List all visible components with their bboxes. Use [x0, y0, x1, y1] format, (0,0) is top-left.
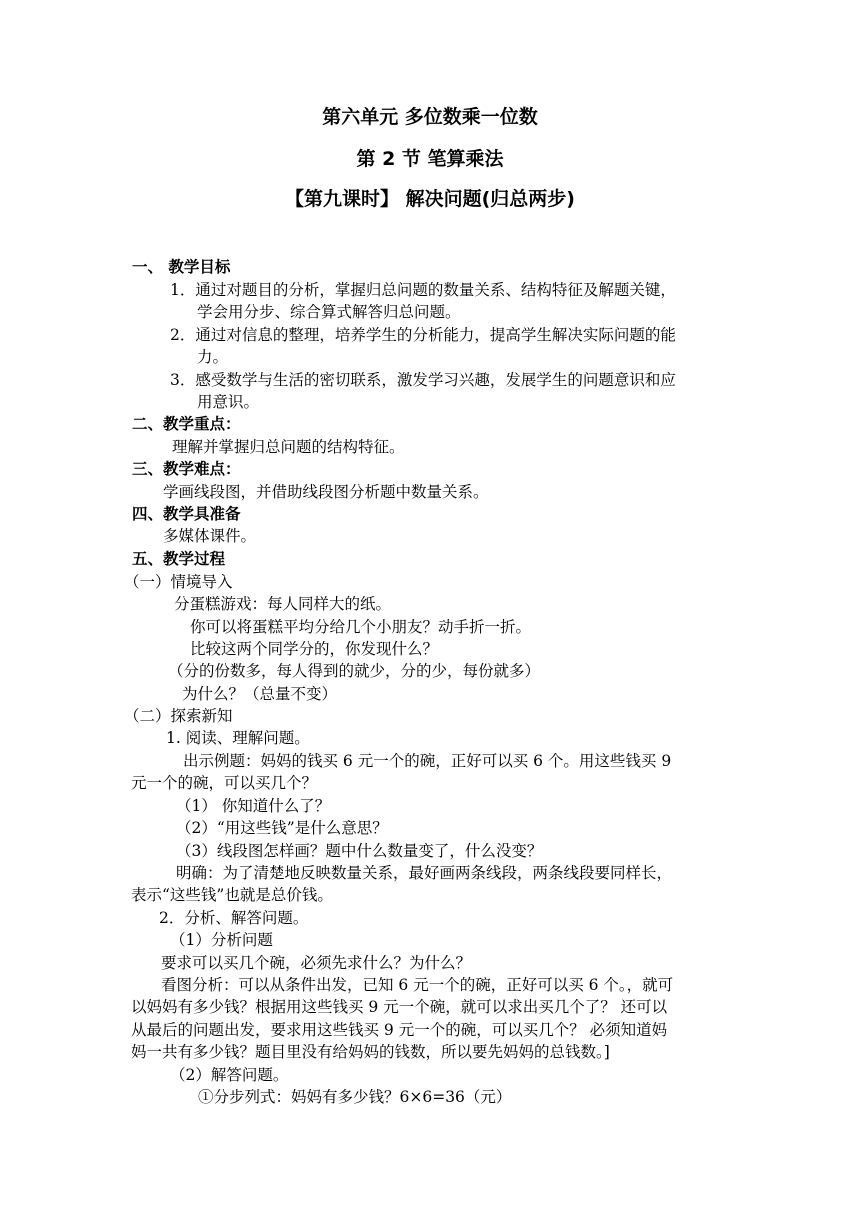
goals-heading: 一、 教学目标: [132, 258, 231, 276]
goal-item-1-cont: 学会用分步、综合算式解答归总问题。: [197, 303, 461, 321]
part1-line-5: 为什么？（总量不变）: [182, 685, 338, 703]
analysis-question: 要求可以买几个碗，必须先求什么？为什么？: [161, 954, 472, 972]
tools-text: 多媒体课件。: [163, 527, 257, 545]
question-3: （3）线段图怎样画？题中什么数量变了，什么没变？: [176, 842, 543, 860]
page-title-lesson: 【第九课时】 解决问题(归总两步): [285, 188, 575, 210]
example-line-1: 出示例题：妈妈的钱买 6 元一个的碗，正好可以买 6 个。用这些钱买 9: [183, 752, 672, 770]
analysis-line-4: 妈一共有多少钱？题目里没有给妈妈的钱数，所以要先妈妈的总钱数。]: [131, 1043, 610, 1061]
clarify-line-2: 表示“这些钱”也就是总价钱。: [131, 886, 333, 904]
part2-heading: （二）探索新知: [124, 707, 233, 725]
question-2: （2）“用这些钱”是什么意思？: [176, 819, 388, 837]
difficulty-heading: 三、教学难点：: [132, 460, 241, 478]
analysis-line-1: 看图分析：可以从条件出发，已知 6 元一个的碗，正好可以买 6 个。，就可: [161, 976, 674, 994]
goal-item-1: 1．通过对题目的分析，掌握归总问题的数量关系、结构特征及解题关键，: [170, 281, 676, 299]
part1-line-2: 你可以将蛋糕平均分给几个小朋友？动手折一折。: [190, 618, 532, 636]
clarify-line-1: 明确：为了清楚地反映数量关系，最好画两条线段，两条线段要同样长，: [176, 864, 673, 882]
part2-step-2: 2．分析、解答问题。: [159, 909, 309, 927]
answer-heading: （2）解答问题。: [170, 1066, 289, 1084]
page-title-section: 第 2 节 笔算乘法: [356, 148, 504, 170]
keypoint-heading: 二、教学重点：: [132, 415, 241, 433]
analysis-line-2: 以妈妈有多少钱？根据用这些钱买 9 元一个碗，就可以求出买几个了？ 还可以: [131, 998, 668, 1016]
analysis-line-3: 从最后的问题出发，要求用这些钱买 9 元一个的碗，可以买几个？ 必须知道妈: [131, 1021, 668, 1039]
goal-item-2-cont: 力。: [197, 348, 229, 366]
part1-line-4: （分的份数多，每人得到的就少，分的少，每份就多）: [168, 662, 541, 680]
goal-item-2: 2．通过对信息的整理，培养学生的分析能力，提高学生解决实际问题的能: [170, 326, 676, 344]
part1-line-1: 分蛋糕游戏：每人同样大的纸。: [174, 595, 392, 613]
tools-heading: 四、教学具准备: [132, 505, 241, 523]
page-title-unit: 第六单元 多位数乘一位数: [322, 106, 538, 128]
goal-item-3-cont: 用意识。: [197, 393, 260, 411]
keypoint-text: 理解并掌握归总问题的结构特征。: [172, 438, 405, 456]
part1-line-3: 比较这两个同学分的，你发现什么？: [190, 640, 439, 658]
part1-heading: （一）情境导入: [124, 573, 233, 591]
difficulty-text: 学画线段图，并借助线段图分析题中数量关系。: [163, 483, 489, 501]
analysis-heading: （1）分析问题: [170, 931, 273, 949]
question-1: （1） 你知道什么了？: [176, 797, 331, 815]
goal-item-3: 3．感受数学与生活的密切联系，激发学习兴趣，发展学生的问题意识和应: [170, 371, 676, 389]
part2-step-1: 1. 阅读、理解问题。: [166, 729, 310, 747]
process-heading: 五、教学过程: [132, 550, 226, 568]
answer-step-1: ①分步列式：妈妈有多少钱？6×6=36（元）: [198, 1088, 512, 1106]
example-line-2: 元一个的碗，可以买几个？: [131, 774, 318, 792]
